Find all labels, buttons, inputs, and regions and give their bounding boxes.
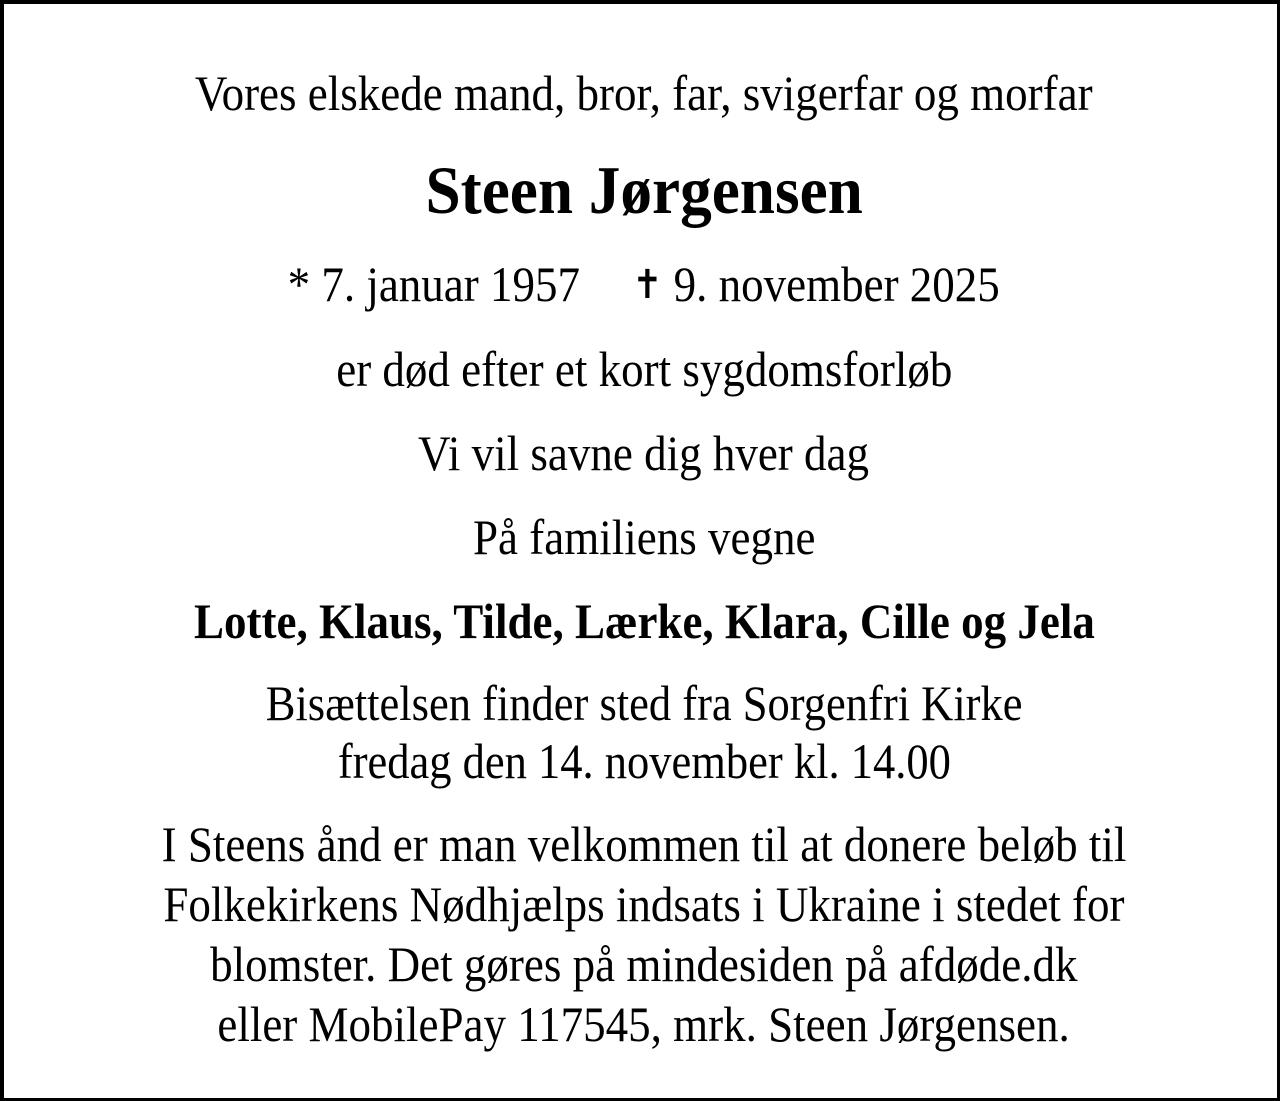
birth-symbol: *: [287, 256, 311, 312]
funeral-location: Bisættelsen finder sted fra Sorgenfri Kirke: [265, 675, 1023, 731]
latin-cross-icon: ✝: [632, 262, 663, 308]
on-behalf-text: På familiens vegne: [472, 509, 816, 565]
cause-text: er død efter et kort sygdomsforløb: [335, 341, 953, 397]
deceased-name: Steen Jørgensen: [425, 152, 863, 228]
donation-line-4: eller MobilePay 117545, mrk. Steen Jørgensen.: [217, 996, 1071, 1052]
donation-line-3: blomster. Det gøres på mindesiden på afdøde.dk: [210, 936, 1078, 992]
missed-text: Vi vil savne dig hver dag: [418, 425, 870, 481]
funeral-time: fredag den 14. november kl. 14.00: [337, 733, 951, 789]
intro-text: Vores elskede mand, bror, far, svigerfar og morfar: [195, 65, 1093, 121]
birth-date: 7. januar 1957: [321, 256, 581, 312]
donation-line-1: I Steens ånd er man velkommen til at donere beløb til: [161, 816, 1127, 872]
life-dates: [4, 256, 1280, 312]
family-names: Lotte, Klaus, Tilde, Lærke, Klara, Cille og Jela: [193, 593, 1095, 649]
death-date: 9. november 2025: [673, 256, 1001, 312]
donation-line-2: Folkekirkens Nødhjælps indsats i Ukraine i stedet for: [163, 876, 1125, 932]
